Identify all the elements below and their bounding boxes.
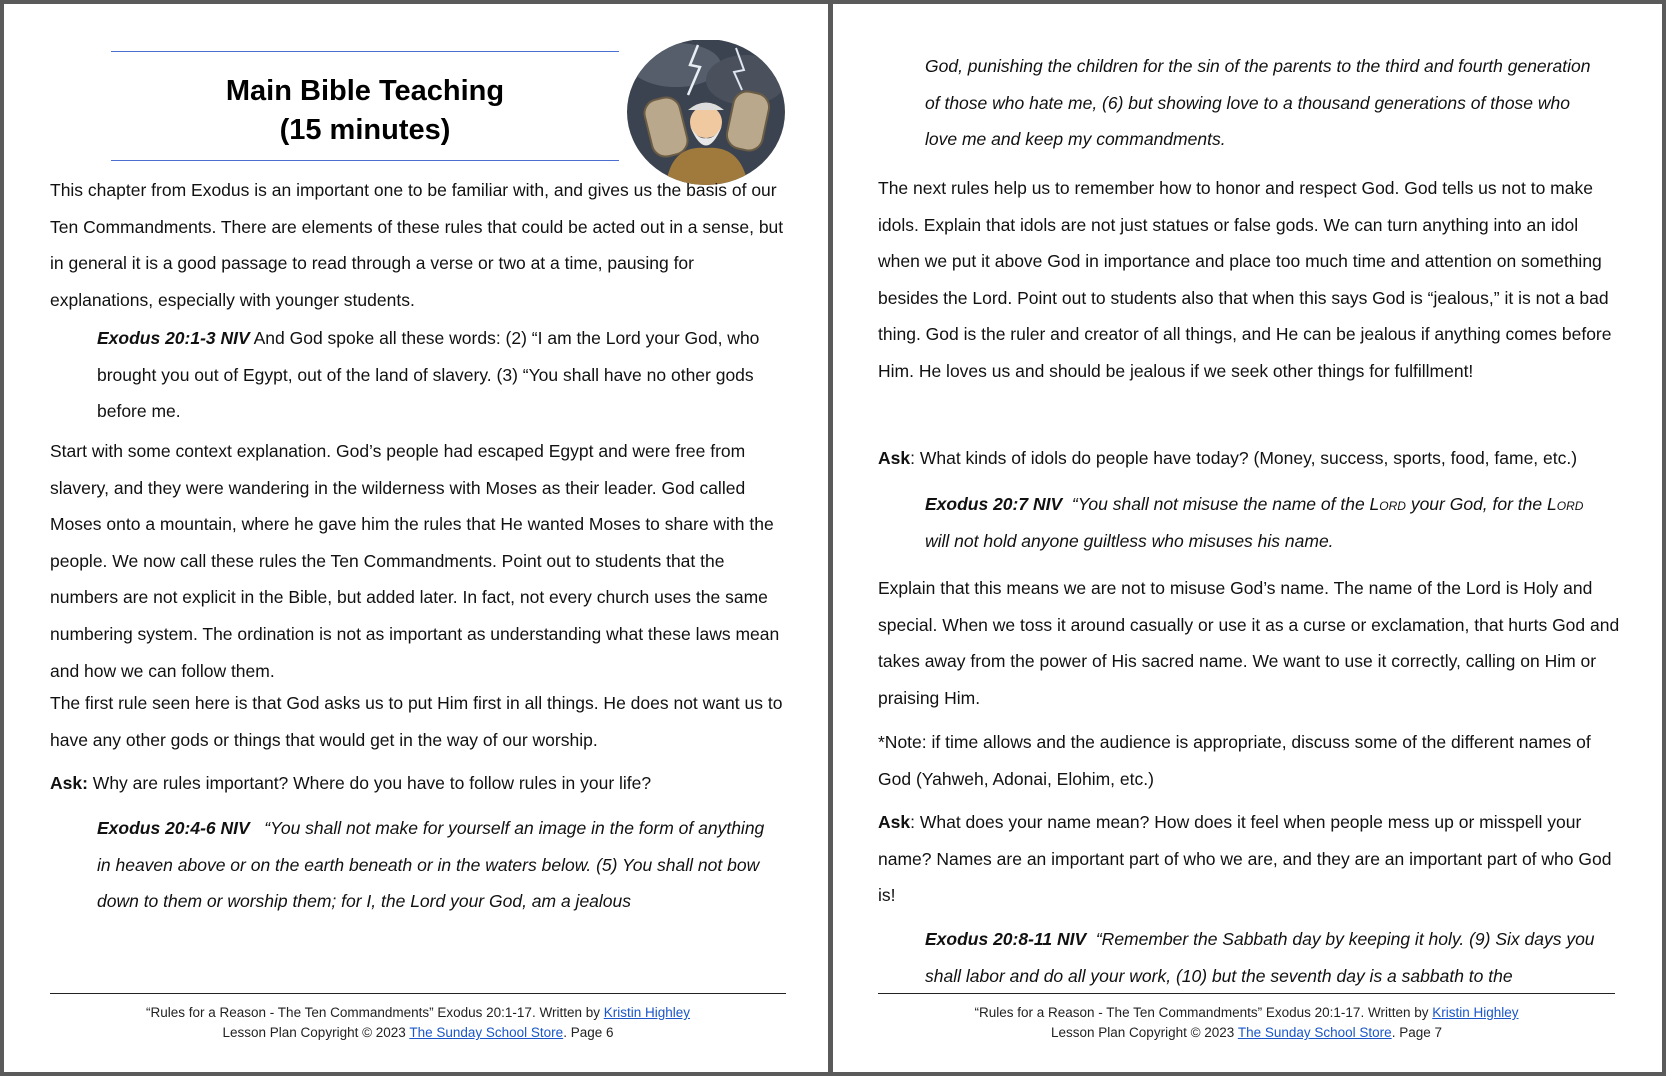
store-link[interactable]: The Sunday School Store — [409, 1025, 564, 1040]
author-link[interactable]: Kristin Highley — [603, 1005, 690, 1020]
title-line-2: (15 minutes) — [279, 114, 451, 146]
ask-question-rules — [50, 765, 790, 802]
verse-exodus-20-7 — [925, 486, 1605, 559]
first-rule-paragraph: The first rule seen here is that God asks us to put Him first in all things. He does not want us to have any other gods or things that would get in the way of our worship. — [50, 693, 783, 750]
verse-reference: Exodus 20:8-11 NIV — [925, 929, 1087, 949]
author-link[interactable]: Kristin Highley — [1432, 1005, 1519, 1020]
footer-line-2 — [878, 1023, 1615, 1043]
name-paragraph: Explain that this means we are not to misuse God’s name. The name of the Lord is Holy and special. When we toss it around casually or use it as a curse or exclamation, that hurts God and takes away from the power of His sacred name. We want to use it correctly, calling on Him or praising Him. — [878, 578, 1620, 708]
verse-continuation: God, punishing the children for the sin of the parents to the third and fourth generation of those who hate me, (6) but showing love to a thousand generations of those who love me and keep my commandments. — [925, 56, 1591, 150]
lord-small-caps: Lord — [1369, 494, 1406, 514]
page-number: . Page 7 — [1391, 1025, 1442, 1040]
ask-text: : What kinds of idols do people have today? (Money, success, sports, food, fame, etc.) — [910, 448, 1578, 468]
title-line-1: Main Bible Teaching — [225, 75, 505, 107]
left-page — [4, 4, 828, 1072]
verse-exodus-20-4-6 — [97, 810, 782, 920]
verse-text: “You shall not make for yourself an image in the form of anything in heaven above or on the earth beneath or in the waters below. (5) You shall not bow down to them or worship them; for I, the Lord your God, am a jealous — [97, 818, 765, 912]
verse-text-c: will not hold anyone guiltless who misuses his name. — [925, 530, 1334, 551]
footer-rule — [878, 993, 1615, 994]
footer-rule — [50, 993, 786, 994]
ask-label: Ask — [878, 812, 911, 832]
verse-reference: Exodus 20:7 NIV — [925, 494, 1063, 514]
title-bottom-rule — [111, 160, 619, 161]
verse-text-b: your God, for the — [1405, 494, 1547, 514]
right-page — [833, 4, 1662, 1072]
title-top-rule — [111, 51, 619, 52]
page-footer — [878, 1003, 1615, 1043]
lord-small-caps: Lord — [1547, 494, 1584, 514]
verse-text: And God spoke all these words: (2) “I am the Lord your God, who brought you out of Egypt, out of the land of slavery. (3) “You shall have no other gods before me. — [97, 328, 760, 422]
verse-exodus-20-8-11 — [925, 921, 1610, 994]
verse-text: “Remember the Sabbath day by keeping it holy. (9) Six days you shall labor and do all your work, (10) but the seventh day is a sabbath to the — [925, 929, 1595, 986]
moses-tablets-icon — [626, 40, 786, 185]
footer-credit-text: “Rules for a Reason - The Ten Commandments” Exodus 20:1-17. Written by — [146, 1005, 604, 1020]
ask-question-name — [878, 804, 1620, 914]
store-link[interactable]: The Sunday School Store — [1237, 1025, 1392, 1040]
page-footer — [50, 1003, 786, 1043]
idols-paragraph: The next rules help us to remember how to honor and respect God. God tells us not to make idols. Explain that idols are not just statues or false gods. We can turn anything into an idol when we put it above God in importance and place too much time and attention on something besides the Lord. Point out to students also that when this says God is “jealous,” it is not a bad thing. God is the ruler and creator of all things, and He can be jealous if anything comes before Him. He loves us and should be jealous if we seek other things for fulfillment! — [878, 178, 1612, 381]
ask-text: : What does your name mean? How does it feel when people mess up or misspell your name? Names are an important part of who we are, and they are an important part of who God is! — [878, 812, 1612, 906]
ask-text: Why are rules important? Where do you have to follow rules in your life? — [87, 773, 652, 793]
footer-copyright-text: Lesson Plan Copyright © 2023 — [1051, 1025, 1238, 1040]
page-title — [111, 72, 619, 150]
intro-paragraph: This chapter from Exodus is an important one to be familiar with, and gives us the basis of our Ten Commandments. There are elements of these rules that could be acted out in a sense, but in general it is a good passage to read through a verse or two at a time, pausing for explanations, especially with younger students. — [50, 180, 784, 310]
verse-reference: Exodus 20:4-6 NIV — [97, 818, 250, 838]
ask-label: Ask: — [50, 773, 88, 793]
ask-label: Ask — [878, 448, 911, 468]
verse-reference: Exodus 20:1-3 NIV — [97, 328, 250, 348]
page-number: . Page 6 — [563, 1025, 614, 1040]
footer-credit-text: “Rules for a Reason - The Ten Commandments” Exodus 20:1-17. Written by — [974, 1005, 1433, 1020]
ask-question-idols — [878, 440, 1620, 477]
verse-exodus-20-1-3 — [97, 320, 777, 430]
context-paragraph: Start with some context explanation. God’s people had escaped Egypt and were free from slavery, and they were wandering in the wilderness with Moses as their leader. God called Moses onto a mountain, where he gave him the rules that He wanted Moses to share with the people. We now call these rules the Ten Commandments. Point out to students that the numbers are not explicit in the Bible, but added later. In fact, not every church uses the same numbering system. The ordination is not as important as understanding what these laws mean and how we can follow them. — [50, 441, 780, 681]
footer-line-1 — [50, 1003, 786, 1023]
footer-copyright-text: Lesson Plan Copyright © 2023 — [222, 1025, 410, 1040]
footer-line-1 — [878, 1003, 1615, 1023]
note-paragraph: *Note: if time allows and the audience is appropriate, discuss some of the different names of God (Yahweh, Adonai, Elohim, etc.) — [878, 732, 1591, 789]
verse-text-a: “You shall not misuse the name of the — [1071, 494, 1370, 514]
footer-line-2 — [50, 1023, 786, 1043]
